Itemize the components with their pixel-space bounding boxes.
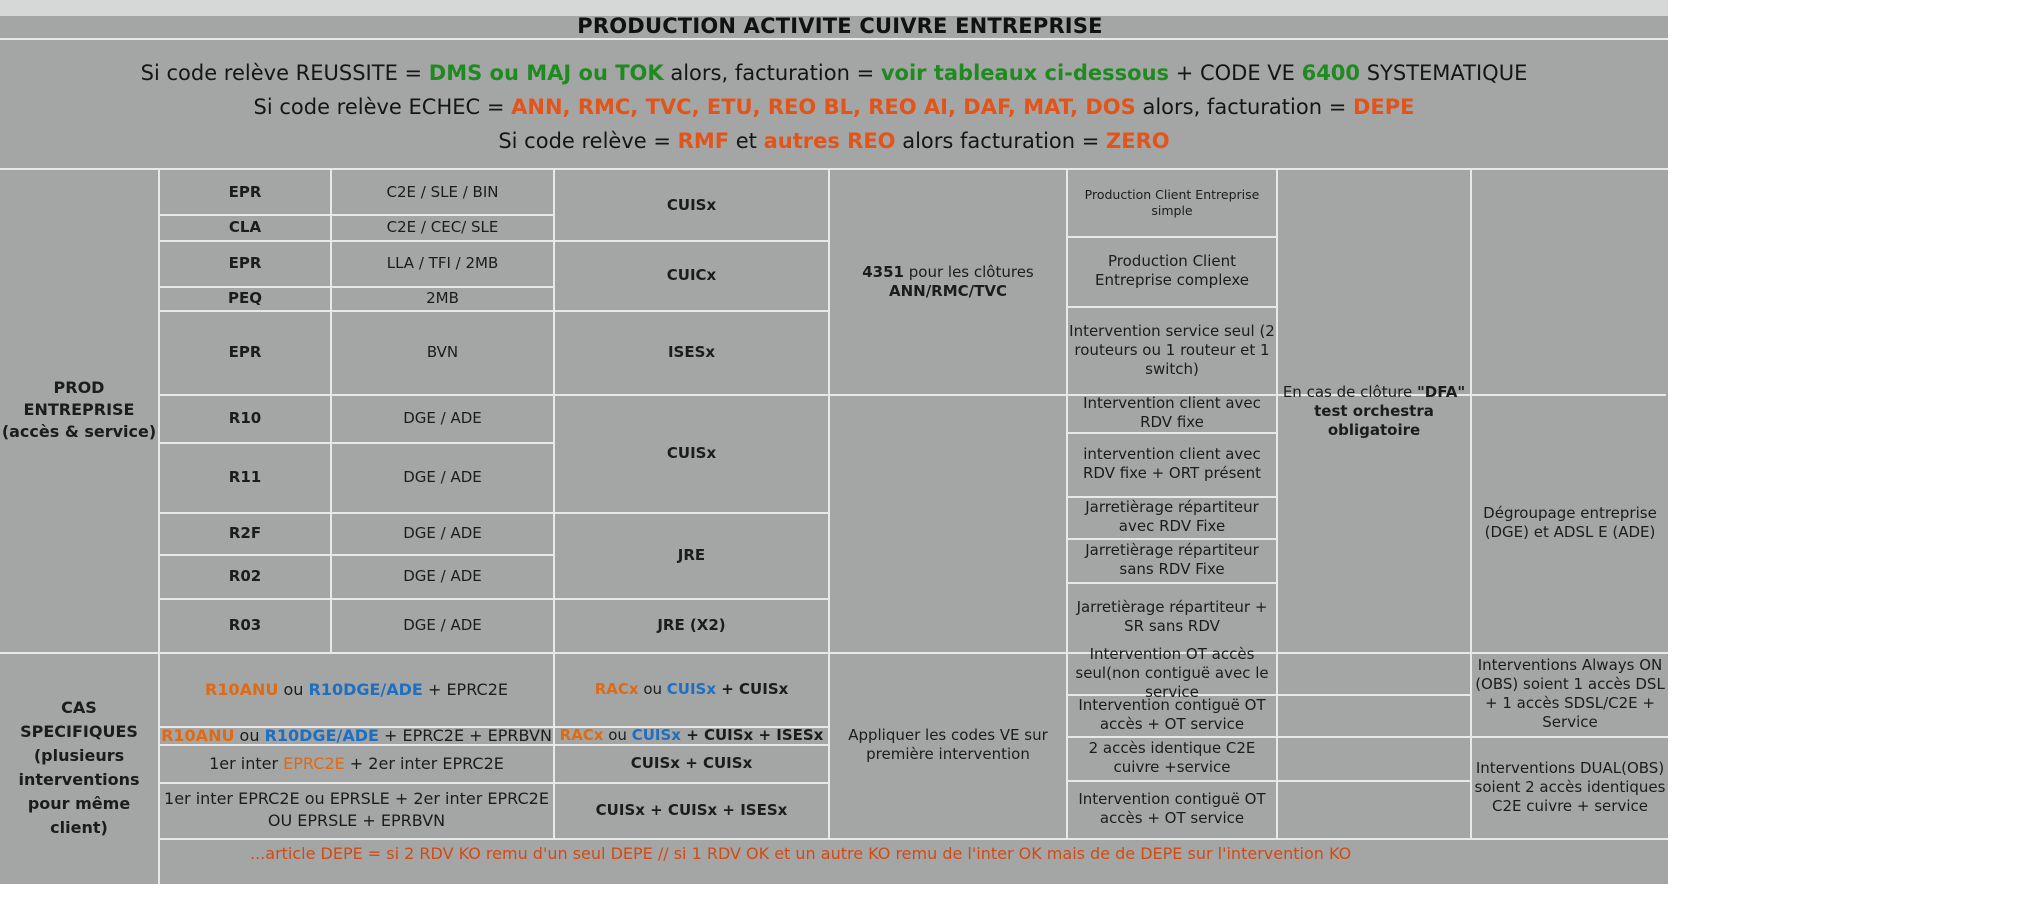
intervention-desc: Intervention contiguë OT accès + OT service bbox=[1078, 696, 1266, 733]
product-code: R2F bbox=[228, 523, 262, 542]
rule-text: et bbox=[729, 129, 764, 153]
cas-ve: CUISx + CUISx bbox=[630, 753, 753, 772]
dual-note: Interventions DUAL(OBS) soient 2 accès identiques C2E cuivre + service bbox=[1474, 758, 1666, 815]
closure-list: ANN/RMC/TVC bbox=[888, 282, 1007, 300]
ve-code: JRE (X2) bbox=[657, 615, 726, 634]
code-orange: EPRC2E bbox=[283, 753, 345, 773]
zero-code: autres REO bbox=[763, 129, 896, 153]
tech-type: DGE / ADE bbox=[403, 523, 482, 542]
intervention-desc: Intervention service seul (2 routeurs ou 1 routeur et 1 switch) bbox=[1069, 321, 1275, 378]
intervention-desc: Jarretièrage répartiteur avec RDV Fixe bbox=[1085, 498, 1259, 535]
ve-code: JRE bbox=[677, 545, 706, 564]
zero-billing: ZERO bbox=[1106, 129, 1170, 153]
code-blue: CUISx bbox=[631, 725, 681, 744]
ve-code: CUISx bbox=[666, 195, 717, 214]
cas-text: ou bbox=[638, 679, 667, 698]
group-cas-specifiques: CAS SPECIFIQUES (plusieurs interventions pour même client) bbox=[18, 698, 140, 837]
tech-type: LLA / TFI / 2MB bbox=[386, 253, 499, 272]
divider bbox=[0, 38, 1668, 40]
dfa-text: En cas de clôture bbox=[1282, 382, 1417, 401]
tech-type: DGE / ADE bbox=[403, 566, 482, 585]
product-code: CLA bbox=[228, 217, 262, 236]
cas-ve: CUISx + CUISx + ISESx bbox=[595, 800, 788, 819]
product-code: EPR bbox=[228, 253, 262, 272]
cas-combo: 1er inter EPRC2E ou EPRSLE + 2er inter EPRC2E OU EPRSLE + EPRBVN bbox=[164, 789, 549, 830]
intervention-desc: intervention client avec RDV fixe + ORT présent bbox=[1082, 445, 1262, 482]
rule-success bbox=[0, 56, 1668, 90]
intervention-desc: Intervention client avec RDV fixe bbox=[1083, 394, 1261, 431]
cas-ve bbox=[555, 652, 828, 726]
cas-combo bbox=[160, 652, 553, 726]
dfa-code: "DFA" bbox=[1416, 382, 1466, 401]
intervention-desc: 2 accès identique C2E cuivre +service bbox=[1088, 739, 1256, 776]
zero-code: RMF bbox=[677, 129, 730, 153]
cas-combo bbox=[160, 744, 553, 782]
code-orange: RACx bbox=[559, 725, 604, 744]
always-on-note: Interventions Always ON (OBS) soient 1 accès DSL + 1 accès SDSL/C2E + Service bbox=[1475, 656, 1665, 731]
cas-text: + 2er inter EPRC2E bbox=[344, 753, 504, 773]
cas-text: + EPRC2E bbox=[422, 679, 508, 699]
cas-text: ou bbox=[603, 725, 632, 744]
tech-type: DGE / ADE bbox=[403, 467, 482, 486]
cas-text: + CUISx bbox=[716, 679, 789, 698]
failure-billing: DEPE bbox=[1352, 95, 1415, 119]
closure-text: pour les clôtures bbox=[904, 263, 1034, 281]
intervention-desc: Intervention contiguë OT accès + OT service bbox=[1078, 790, 1266, 827]
document-title: PRODUCTION ACTIVITE CUIVRE ENTREPRISE bbox=[577, 14, 1103, 38]
code-blue: R10DGE/ADE bbox=[308, 679, 423, 699]
billing-rules bbox=[0, 56, 1668, 166]
rule-text: alors, facturation = bbox=[1135, 95, 1353, 119]
intervention-desc: Intervention OT accès seul(non contiguë avec le service bbox=[1075, 644, 1269, 701]
success-codes: DMS ou MAJ ou TOK bbox=[428, 61, 664, 85]
cas-text: ou bbox=[234, 725, 265, 745]
dfa-line bbox=[1283, 383, 1465, 402]
failure-codes: ANN, RMC, TVC, ETU, REO BL, REO AI, DAF, MAT, DOS bbox=[511, 95, 1136, 119]
ve-code: CUISx bbox=[666, 443, 717, 462]
product-code: PEQ bbox=[228, 288, 262, 307]
tech-type: C2E / SLE / BIN bbox=[386, 182, 499, 201]
product-code: R11 bbox=[228, 467, 262, 486]
ve-code: CUICx bbox=[666, 265, 717, 284]
cas-text: ou bbox=[278, 679, 309, 699]
closure-line bbox=[862, 263, 1034, 282]
degroupage-note: Dégroupage entreprise (DGE) et ADSL E (ADE) bbox=[1483, 504, 1657, 541]
rule-text: SYSTEMATIQUE bbox=[1360, 61, 1528, 85]
rule-zero bbox=[0, 124, 1668, 158]
tech-type: BVN bbox=[426, 342, 459, 361]
dfa-note bbox=[1278, 170, 1470, 652]
group-prod-entreprise: PROD ENTREPRISE (accès & service) bbox=[1, 378, 157, 441]
product-code: EPR bbox=[228, 342, 262, 361]
closure-note bbox=[830, 170, 1066, 394]
ve-code: ISESx bbox=[667, 342, 716, 361]
product-code: R02 bbox=[228, 566, 262, 585]
ve-code: 6400 bbox=[1301, 61, 1361, 85]
intervention-desc: Jarretièrage répartiteur + SR sans RDV bbox=[1076, 598, 1268, 635]
code-orange: R10ANU bbox=[161, 725, 235, 745]
code-blue: R10DGE/ADE bbox=[264, 725, 379, 745]
closure-code: 4351 bbox=[862, 263, 904, 281]
rule-text: Si code relève REUSSITE = bbox=[140, 61, 429, 85]
code-blue: CUISx bbox=[666, 679, 717, 698]
intervention-desc: Production Client Entreprise complexe bbox=[1095, 252, 1249, 289]
cas-text: 1er inter bbox=[209, 753, 284, 773]
see-tables-note: voir tableaux ci-dessous bbox=[880, 61, 1170, 85]
product-code: EPR bbox=[228, 182, 262, 201]
apply-first-note: Appliquer les codes VE sur première intervention bbox=[848, 726, 1048, 763]
cas-combo bbox=[160, 726, 553, 744]
rule-text: Si code relève = bbox=[498, 129, 678, 153]
footnote: ...article DEPE = si 2 RDV KO remu d'un seul DEPE // si 1 RDV OK et un autre KO remu de l'inter OK mais de de DEPE sur l'intervention KO bbox=[250, 844, 1352, 863]
divider bbox=[160, 838, 1668, 840]
tech-type: DGE / ADE bbox=[403, 408, 482, 427]
tech-type: DGE / ADE bbox=[403, 615, 482, 634]
product-code: R10 bbox=[228, 408, 262, 427]
tech-type: C2E / CEC/ SLE bbox=[386, 217, 499, 236]
rule-text: Si code relève ECHEC = bbox=[253, 95, 512, 119]
intervention-desc: Production Client Entreprise simple bbox=[1084, 187, 1260, 218]
rule-text: alors facturation = bbox=[895, 129, 1107, 153]
intervention-desc: Jarretièrage répartiteur sans RDV Fixe bbox=[1085, 541, 1259, 578]
tech-type: 2MB bbox=[426, 288, 459, 307]
dfa-requirement: test orchestra obligatoire bbox=[1314, 401, 1434, 439]
cas-text: + EPRC2E + EPRBVN bbox=[378, 725, 552, 745]
cas-text: + CUISx + ISESx bbox=[680, 725, 824, 744]
cas-ve bbox=[555, 726, 828, 744]
rule-failure bbox=[0, 90, 1668, 124]
code-orange: RACx bbox=[594, 679, 639, 698]
code-orange: R10ANU bbox=[205, 679, 279, 699]
rule-text: + CODE VE bbox=[1169, 61, 1302, 85]
product-code: R03 bbox=[228, 615, 262, 634]
rule-text: alors, facturation = bbox=[663, 61, 881, 85]
